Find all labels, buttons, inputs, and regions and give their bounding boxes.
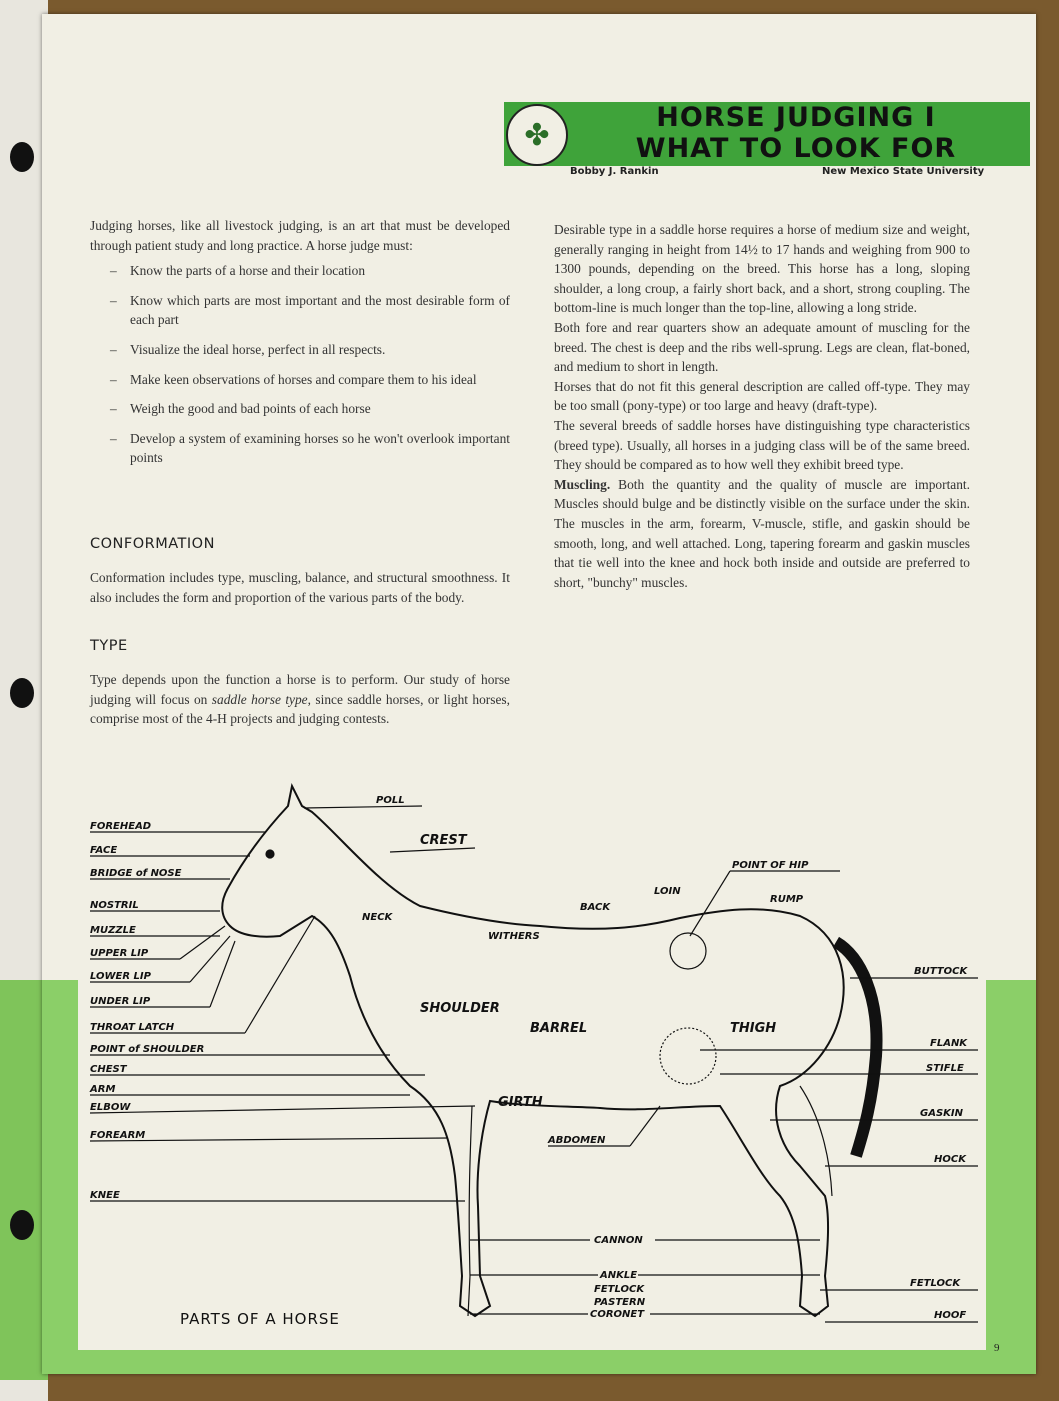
judge-must-list <box>90 261 510 468</box>
clover-icon: ✤ <box>506 104 568 166</box>
list-item: – Weigh the good and bad points of each horse <box>110 401 371 417</box>
label-withers: WITHERS <box>488 931 540 942</box>
label-hock: HOCK <box>934 1154 966 1165</box>
title-line-1: HORSE JUDGING I <box>656 102 936 133</box>
label-muzzle: MUZZLE <box>90 925 136 936</box>
label-gaskin: GASKIN <box>920 1108 963 1119</box>
label-girth: GIRTH <box>498 1095 543 1110</box>
label-stifle: STIFLE <box>926 1063 964 1074</box>
list-item: – Visualize the ideal horse, perfect in all respects. <box>110 341 386 357</box>
author: Bobby J. Rankin <box>570 166 659 177</box>
label-cannon: CANNON <box>594 1235 643 1246</box>
label-point-of-shoulder: POINT of SHOULDER <box>90 1044 205 1055</box>
binder-hole <box>10 142 34 172</box>
label-face: FACE <box>90 845 118 856</box>
label-under-lip: UNDER LIP <box>90 996 151 1007</box>
label-nostril: NOSTRIL <box>90 900 139 911</box>
label-coronet: CORONET <box>590 1309 645 1320</box>
label-throat-latch: THROAT LATCH <box>90 1022 175 1033</box>
left-column <box>90 216 510 478</box>
paragraph: Desirable type in a saddle horse requires a horse of medium size and weight, generally ranging in height from 14½ to 17 hands and weighing from 900 to 1300 pounds, depending on the breed. This horse has a long, sloping shoulder, a long croup, a fairly short back, and a short, strong coupling. The bottom-line is much longer than the top-line, allowing a long stride. <box>554 222 970 316</box>
label-fetlock-front: FETLOCK <box>594 1284 645 1295</box>
label-elbow: ELBOW <box>90 1102 131 1113</box>
label-crest: CREST <box>420 833 467 848</box>
label-arm: ARM <box>90 1084 116 1095</box>
label-bridge-of-nose: BRIDGE of NOSE <box>90 868 182 879</box>
label-loin: LOIN <box>654 886 681 897</box>
label-rump: RUMP <box>770 894 804 905</box>
label-thigh: THIGH <box>730 1021 777 1036</box>
label-ankle: ANKLE <box>600 1270 638 1281</box>
type-heading: TYPE <box>90 638 128 654</box>
label-buttock: BUTTOCK <box>914 966 968 977</box>
conformation-heading: CONFORMATION <box>90 536 215 552</box>
label-flank: FLANK <box>930 1038 968 1049</box>
label-fetlock: FETLOCK <box>910 1278 961 1289</box>
type-paragraph: Type depends upon the function a horse is to perform. Our study of horse judging will focus on saddle horse type, since saddle horses, or light horses, comprise most of the 4-H projects and judging contests. <box>90 672 510 727</box>
binder-hole <box>10 1210 34 1240</box>
body-labels <box>362 912 820 1320</box>
paragraph: Both fore and rear quarters show an adequate amount of muscling for the breed. The chest is deep and the ribs well-sprung. Legs are clean, flat-boned, and medium to short in length. <box>554 319 970 375</box>
list-item: – Develop a system of examining horses so he won't overlook important points <box>110 430 510 466</box>
list-item: – Know which parts are most important and the most desirable form of each part <box>110 292 510 328</box>
label-forearm: FOREARM <box>90 1130 146 1141</box>
list-item: – Know the parts of a horse and their location <box>110 263 366 279</box>
previous-page-green-band <box>0 980 48 1380</box>
label-forehead: FOREHEAD <box>90 821 152 832</box>
label-upper-lip: UPPER LIP <box>90 948 149 959</box>
horse-diagram <box>80 776 990 1346</box>
conformation-paragraph: Conformation includes type, muscling, balance, and structural smoothness. It also includes the form and proportion of the various parts of the body. <box>90 570 510 605</box>
label-neck: NECK <box>362 912 393 923</box>
label-point-of-hip: POINT OF HIP <box>732 860 809 871</box>
article-title <box>566 102 1026 164</box>
intro-paragraph: Judging horses, like all livestock judging, is an art that must be developed through patient study and long practice. A horse judge must: <box>90 218 510 253</box>
label-hoof: HOOF <box>934 1310 967 1321</box>
paragraph: Muscling. Both the quantity and the quality of muscle are important. Muscles should bulge and be distinctly visible on the surface under the skin. The muscles in the arm, forearm, V-muscle, stifle, and gaskin should be smooth, long, and well attached. Long, tapering forearm and gaskin muscles that tie well into the knee and hock both inside and outside are preferred to short, "bunchy" muscles. <box>554 476 970 590</box>
label-lower-lip: LOWER LIP <box>90 971 151 982</box>
label-shoulder: SHOULDER <box>420 1001 500 1016</box>
label-poll: POLL <box>376 795 405 806</box>
left-labels <box>89 821 475 1201</box>
binder-hole <box>10 678 34 708</box>
label-pastern: PASTERN <box>594 1297 646 1308</box>
label-chest: CHEST <box>90 1064 127 1075</box>
diagram-caption: PARTS OF A HORSE <box>180 1310 340 1328</box>
paragraph: Horses that do not fit this general description are called off-type. They may be too small (pony-type) or too large and heavy (draft-type). <box>554 378 970 414</box>
paragraph: The several breeds of saddle horses have distinguishing type characteristics (breed type). Usually, all horses in a judging class will be of the same breed. They should be compared as to how well they exhibit breed type. <box>554 417 970 473</box>
label-barrel: BARREL <box>530 1021 588 1036</box>
title-line-2: WHAT TO LOOK FOR <box>635 133 957 164</box>
label-abdomen: ABDOMEN <box>548 1135 606 1146</box>
right-column <box>554 220 970 592</box>
label-knee: KNEE <box>90 1190 120 1201</box>
affiliation: New Mexico State University <box>822 166 985 177</box>
list-item: – Make keen observations of horses and compare them to his ideal <box>110 371 477 387</box>
page-number: 9 <box>994 1342 1000 1354</box>
label-back: BACK <box>580 902 611 913</box>
